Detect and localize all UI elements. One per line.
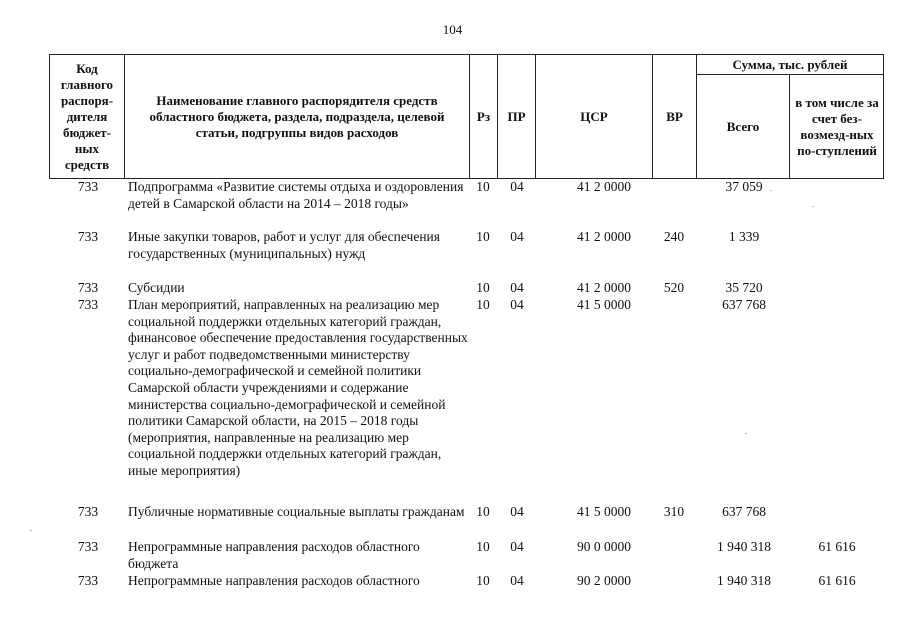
scan-speck bbox=[770, 190, 772, 191]
cell-csr: 41 2 0000 bbox=[577, 280, 631, 295]
header-sum: Сумма, тыс. рублей bbox=[732, 57, 848, 72]
cell-code: 733 bbox=[77, 539, 99, 554]
cell-code: 733 bbox=[77, 229, 99, 244]
header-code: Код главного распоря-дителя бюджет-ных средств bbox=[60, 61, 114, 172]
cell-free: 61 616 bbox=[818, 539, 856, 554]
cell-rz: 10 bbox=[476, 229, 490, 244]
cell-name: Иные закупки товаров, работ и услуг для обеспечения государственных (муниципальных) нужд bbox=[128, 229, 440, 261]
cell-vr: 240 bbox=[663, 229, 685, 244]
column-divider bbox=[789, 74, 790, 178]
cell-name: Публичные нормативные социальные выплаты гражданам bbox=[128, 504, 465, 519]
cell-name: Подпрограмма «Развитие системы отдыха и оздоровления детей в Самарской области на 2014 – 2018 годы» bbox=[128, 179, 464, 211]
cell-csr: 41 5 0000 bbox=[577, 504, 631, 519]
cell-rz: 10 bbox=[476, 504, 490, 519]
cell-total: 1 339 bbox=[728, 229, 760, 244]
cell-total: 35 720 bbox=[725, 280, 763, 295]
cell-rz: 10 bbox=[476, 179, 490, 194]
header-rz: Рз bbox=[476, 109, 491, 124]
table-border-left bbox=[49, 55, 50, 179]
scan-speck bbox=[812, 206, 814, 207]
cell-name: Непрограммные направления расходов областного bbox=[128, 573, 420, 588]
cell-name: План мероприятий, направленных на реализацию мер социальной поддержки отдельных категорий граждан, финансовое обеспечение предоставления государственных услуг и работ подведомственными министерству социально-демографической и семейной политики Самарской области учреждениями и содержание министерства социально-демографической и семейной политики Самарской области, на 2015 – 2018 годы (мероприятия, направленные на реализацию мер социальной поддержки отдельных категорий граждан, иные мероприятия) bbox=[128, 297, 468, 478]
cell-name: Непрограммные направления расходов областного бюджета bbox=[128, 539, 420, 571]
header-vr: ВР bbox=[666, 109, 683, 124]
cell-total: 1 940 318 bbox=[717, 539, 771, 554]
cell-csr: 41 2 0000 bbox=[577, 179, 631, 194]
header-pr: ПР bbox=[507, 109, 526, 124]
cell-code: 733 bbox=[77, 297, 99, 312]
cell-total: 1 940 318 bbox=[717, 573, 771, 588]
cell-total: 37 059 bbox=[725, 179, 763, 194]
header-csr: ЦСР bbox=[580, 109, 608, 124]
cell-rz: 10 bbox=[476, 280, 490, 295]
page-number: 104 bbox=[442, 22, 463, 37]
table-top-border bbox=[49, 54, 884, 55]
header-name: Наименование главного распорядителя средств областного бюджета, раздела, подраздела, целевой статьи, подгруппы видов расходов bbox=[149, 93, 445, 140]
cell-csr: 41 2 0000 bbox=[577, 229, 631, 244]
cell-pr: 04 bbox=[510, 229, 524, 244]
cell-csr: 90 2 0000 bbox=[577, 573, 631, 588]
cell-name: Субсидии bbox=[128, 280, 185, 295]
cell-pr: 04 bbox=[510, 504, 524, 519]
scan-speck bbox=[30, 530, 32, 531]
cell-code: 733 bbox=[77, 504, 99, 519]
cell-code: 733 bbox=[77, 280, 99, 295]
cell-code: 733 bbox=[77, 179, 99, 194]
cell-rz: 10 bbox=[476, 539, 490, 554]
column-divider bbox=[124, 55, 125, 179]
cell-csr: 90 0 0000 bbox=[577, 539, 631, 554]
cell-csr: 41 5 0000 bbox=[577, 297, 631, 312]
cell-total: 637 768 bbox=[722, 504, 766, 519]
table-border-right bbox=[883, 55, 884, 179]
cell-rz: 10 bbox=[476, 297, 490, 312]
scan-speck bbox=[745, 433, 747, 434]
cell-pr: 04 bbox=[510, 280, 524, 295]
cell-pr: 04 bbox=[510, 539, 524, 554]
header-total: Всего bbox=[726, 118, 760, 134]
cell-vr: 310 bbox=[663, 504, 685, 519]
cell-code: 733 bbox=[77, 573, 99, 588]
cell-free: 61 616 bbox=[818, 573, 856, 588]
cell-pr: 04 bbox=[510, 179, 524, 194]
cell-pr: 04 bbox=[510, 573, 524, 588]
cell-total: 637 768 bbox=[722, 297, 766, 312]
cell-rz: 10 bbox=[476, 573, 490, 588]
cell-pr: 04 bbox=[510, 297, 524, 312]
cell-vr: 520 bbox=[663, 280, 685, 295]
header-free: в том числе за счет без-возмезд-ных по-ступлений bbox=[795, 94, 879, 158]
